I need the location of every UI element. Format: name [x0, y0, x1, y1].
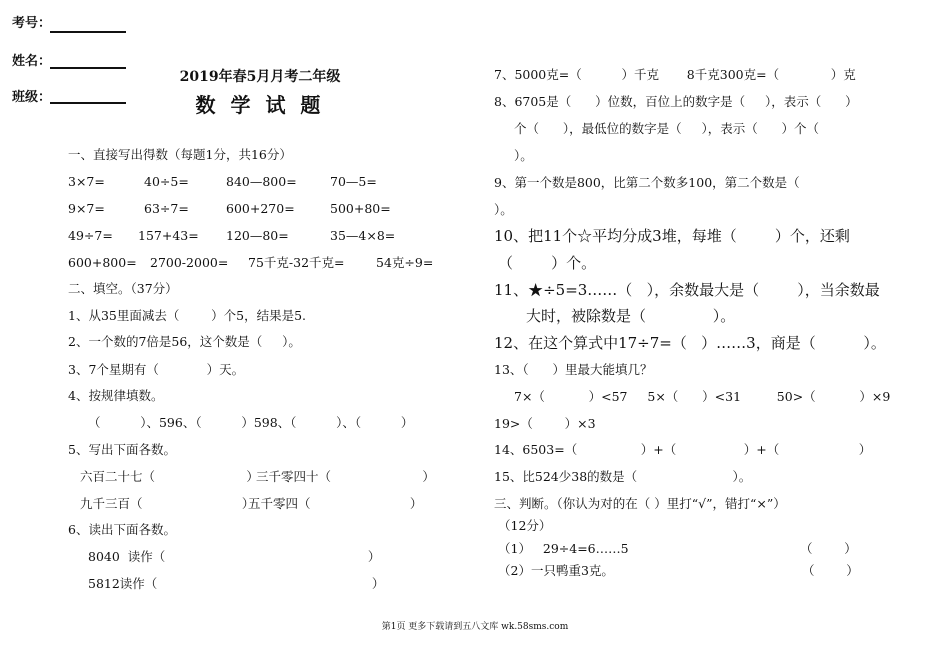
question-6-item: 5812读作（ ） [88, 576, 385, 591]
judge-2-answer: （ ） [802, 563, 859, 578]
question-2: 2、一个数的7倍是56，这个数是（ ）。 [68, 334, 301, 349]
exam-number-blank [50, 31, 126, 33]
judge-1: （1） 29÷4=6……5 [498, 541, 629, 556]
section-3-score: （12分） [498, 518, 552, 533]
calc-item: 840—800= [226, 174, 297, 189]
question-6: 6、读出下面各数。 [68, 522, 176, 537]
judge-1-answer: （ ） [800, 541, 857, 556]
calc-item: 49÷7= [68, 228, 113, 243]
question-9-cont: ）。 [494, 202, 513, 217]
question-10-cont: （ ）个。 [498, 254, 597, 272]
question-13-items: 7×（ ）<57 5×（ ）<31 50>（ ）×9 [514, 389, 891, 404]
question-13-items: 19>（ ）×3 [494, 416, 596, 431]
calc-item: 9×7= [68, 201, 105, 216]
calc-item: 3×7= [68, 174, 105, 189]
question-5: 5、写出下面各数。 [68, 442, 176, 457]
question-4-sequence: （ ）、596、（ ）598、（ ）、（ ） [88, 415, 414, 430]
question-5-item: 三千零四十（ ） [256, 469, 435, 484]
question-1: 1、从35里面减去（ ）个5，结果是5. [68, 308, 307, 323]
question-8-cont: 个（ ），最低位的数字是（ ），表示（ ）个（ [514, 121, 820, 136]
question-8: 8、6705是（ ）位数，百位上的数字是（ ），表示（ ） [494, 94, 858, 109]
class-blank [50, 102, 126, 104]
question-7: 7、5000克=（ ）千克 8千克300克=（ ）克 [494, 67, 856, 82]
calc-item: 40÷5= [144, 174, 189, 189]
name-blank [50, 67, 126, 69]
calc-item: 157+43= [138, 228, 199, 243]
exam-number-label: 考号： [12, 16, 52, 31]
section-2-title: 二、填空。（37分） [68, 281, 178, 296]
calc-item: 2700-2000= [150, 255, 229, 270]
question-5-item: 九千三百（ ） [80, 496, 255, 511]
question-10: 10、把11个☆平均分成3堆，每堆（ ）个，还剩 [494, 227, 850, 245]
calc-item: 600+800= [68, 255, 137, 270]
calc-item: 120—80= [226, 228, 289, 243]
exam-subject-title: 数 学 试 题 [195, 93, 325, 117]
calc-item: 63÷7= [144, 201, 189, 216]
question-14: 14、6503=（ ）+（ ）+（ ） [494, 442, 872, 457]
page-footer: 第1页 更多下载请到五八文库 wk.58sms.com [381, 622, 569, 632]
question-5-item: 五千零四（ ） [248, 496, 423, 511]
calc-item: 54克÷9= [376, 255, 434, 270]
question-13: 13、（ ）里最大能填几？ [494, 362, 653, 377]
question-11: 11、★÷5=3……（ ），余数最大是（ ），当余数最 [494, 281, 880, 299]
section-1-title: 一、直接写出得数（每题1分，共16分） [68, 147, 292, 162]
question-8-cont: ）。 [514, 148, 533, 163]
question-9: 9、第一个数是800，比第二个数多100，第二个数是（ [494, 175, 800, 190]
question-6-item: 8040 读作（ ） [88, 549, 381, 564]
question-15: 15、比524少38的数是（ ）。 [494, 469, 752, 484]
section-3-title: 三、判断。（你认为对的在（ ）里打“√”，错打“×”） [494, 496, 786, 511]
class-label: 班级： [12, 90, 52, 105]
calc-item: 75千克-32千克= [248, 255, 345, 270]
calc-item: 35—4×8= [330, 228, 396, 243]
question-4: 4、按规律填数。 [68, 388, 164, 403]
calc-item: 70—5= [330, 174, 377, 189]
name-label: 姓名： [12, 54, 52, 69]
question-3: 3、7个星期有（ ）天。 [68, 362, 245, 377]
exam-title: 2019年春5月月考二年级 [179, 69, 341, 85]
judge-2: （2）一只鸭重3克。 [498, 563, 614, 578]
calc-item: 600+270= [226, 201, 295, 216]
question-12: 12、在这个算式中17÷7=（ ）……3，商是（ ）。 [494, 334, 886, 352]
calc-item: 500+80= [330, 201, 391, 216]
question-5-item: 六百二十七（ ） [80, 469, 259, 484]
question-11-cont: 大时，被除数是（ ）。 [526, 307, 736, 325]
